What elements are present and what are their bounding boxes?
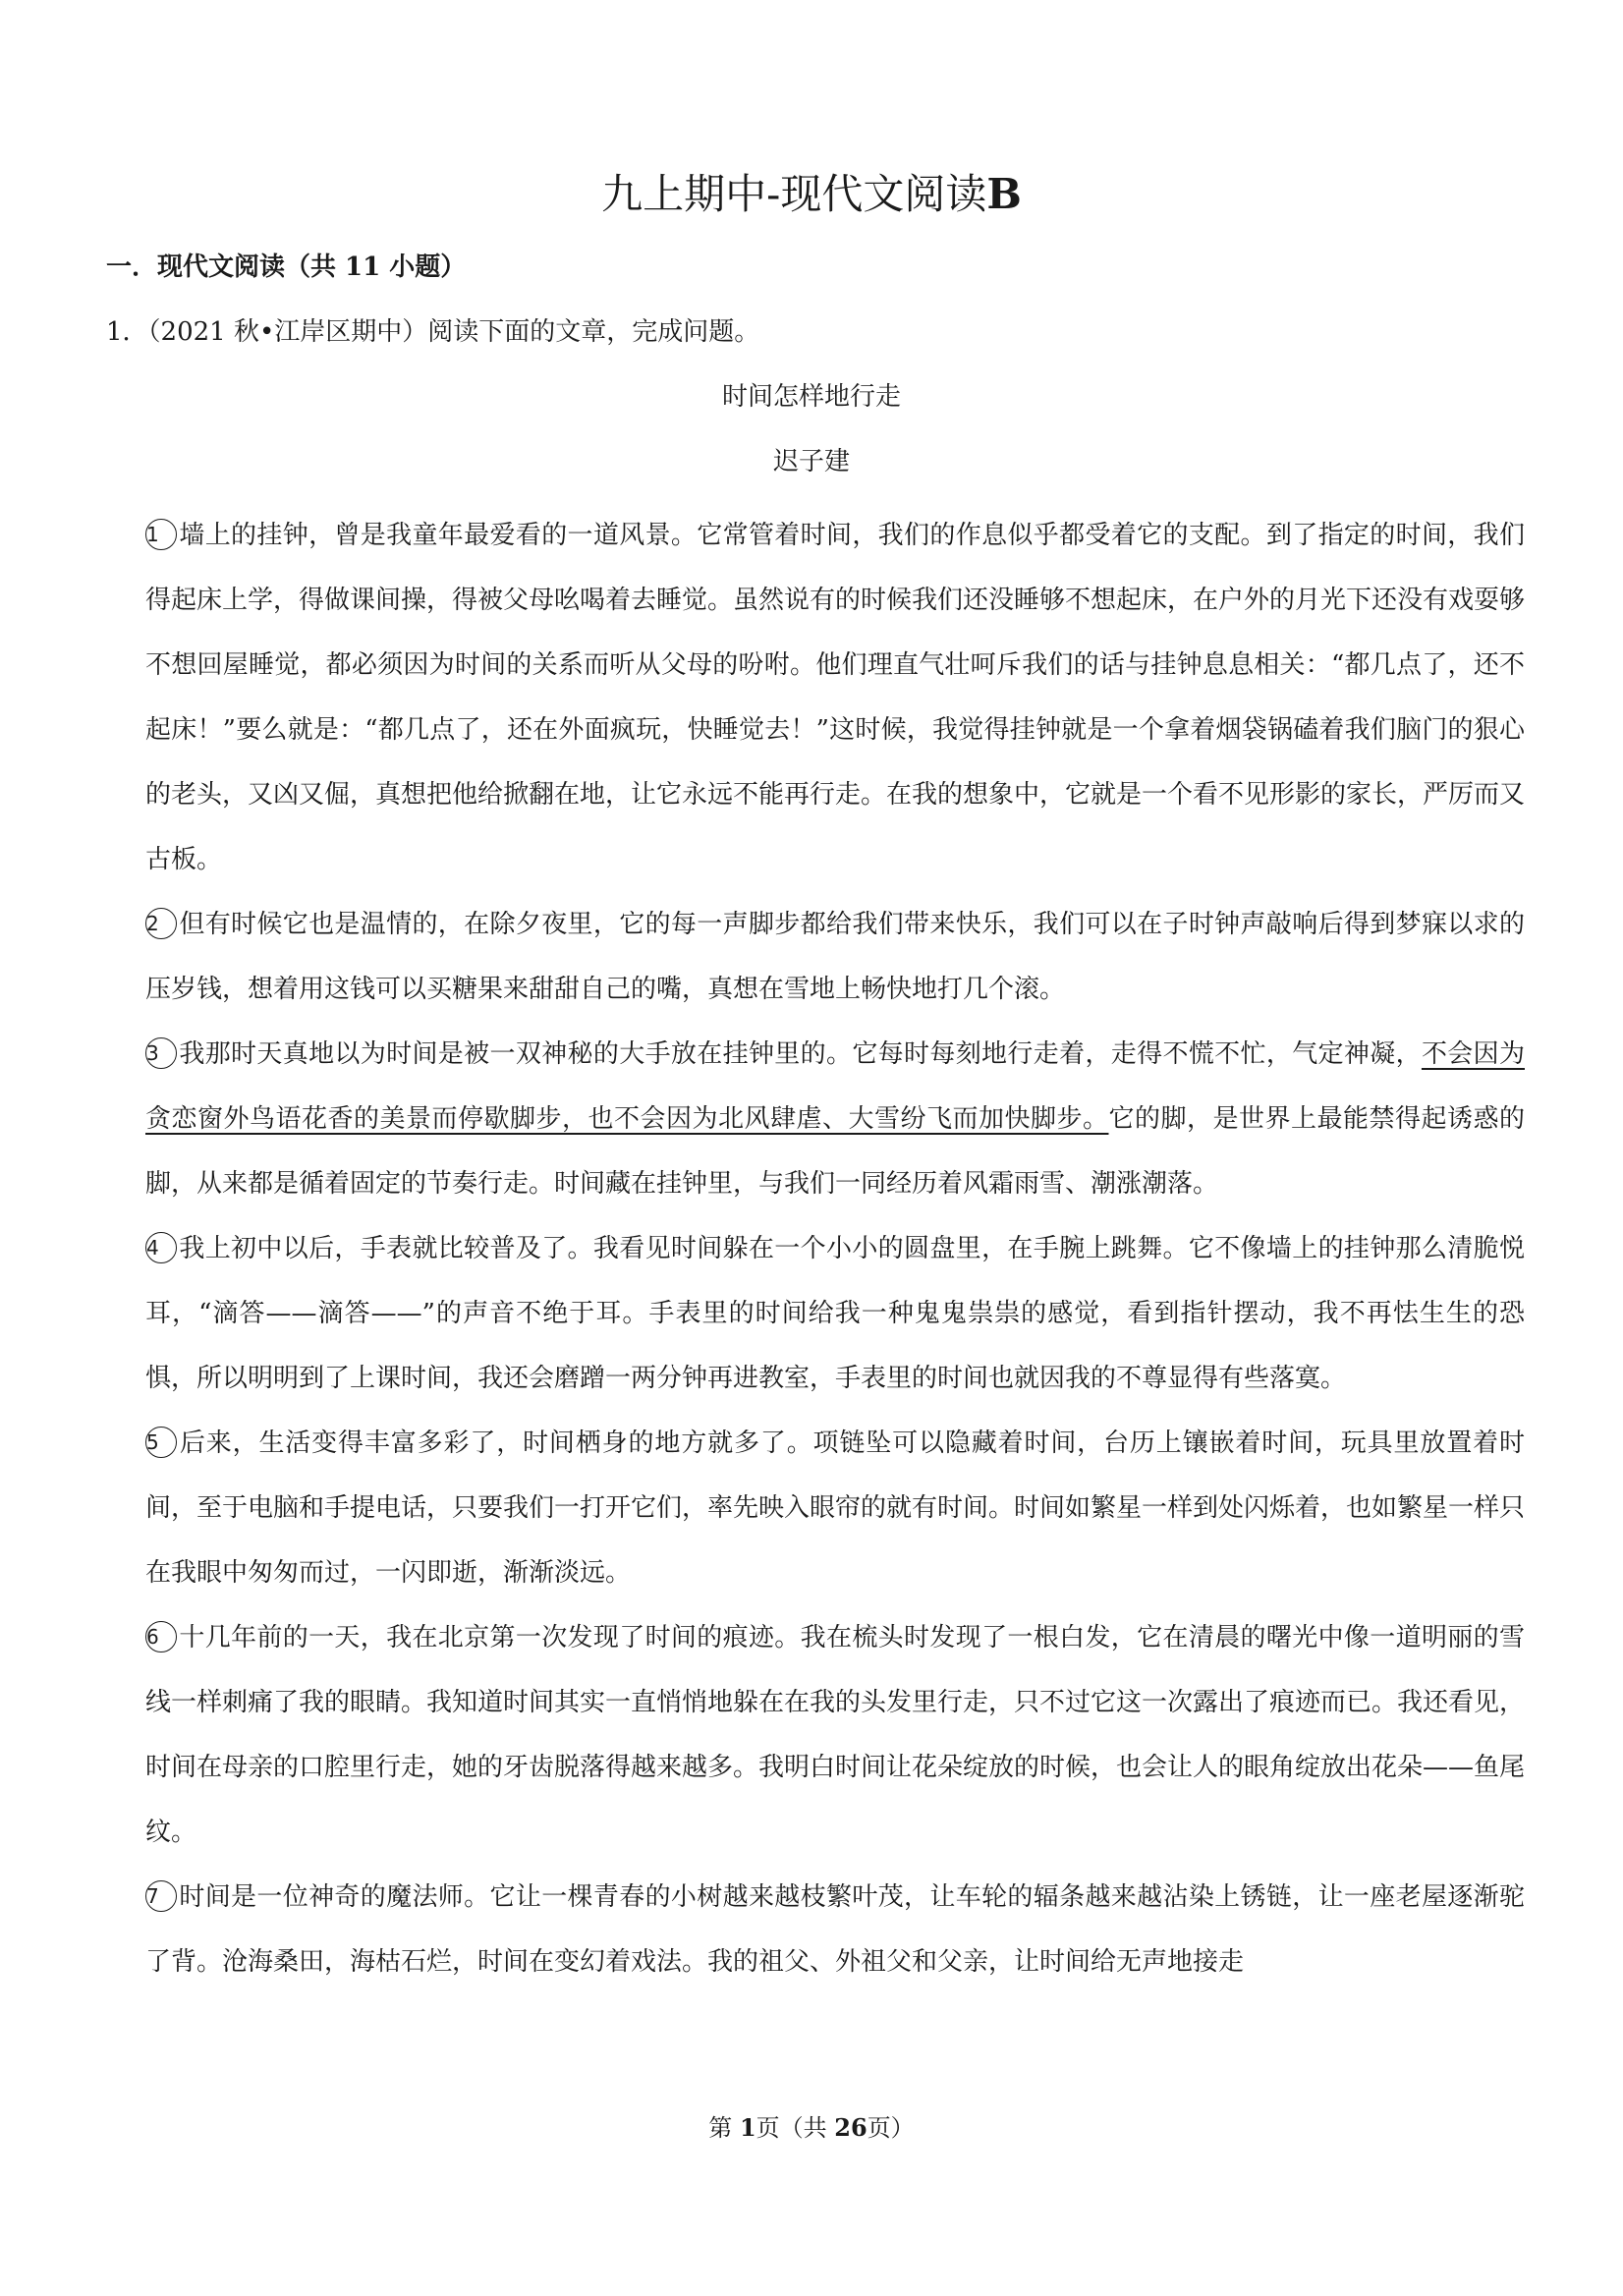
- article-body: [145, 503, 1525, 1994]
- paragraph-1: [145, 503, 1525, 892]
- paragraph-4: [145, 1216, 1525, 1411]
- paragraph-number: 1: [145, 519, 177, 550]
- section-heading: 一．现代文阅读（共 11 小题）: [106, 252, 467, 282]
- footer-page-number: 1: [739, 2113, 756, 2142]
- page-footer: [0, 2110, 1623, 2146]
- document-title: [0, 165, 1623, 224]
- paragraph-number: 5: [145, 1427, 177, 1458]
- paragraph-6: [145, 1605, 1525, 1865]
- footer-middle: 页（共: [756, 2114, 835, 2142]
- paragraph-7: [145, 1865, 1525, 1994]
- footer-total-pages: 26: [834, 2113, 867, 2142]
- paragraph-3: [145, 1022, 1525, 1216]
- paragraph-number: 4: [145, 1232, 177, 1263]
- paragraph-text: 它的脚，是世界上最能禁得起诱惑的脚，从来都是循着固定的节奏行走。时间藏在挂钟里，与我们一同经历着风霜雨雪、潮涨潮落。: [145, 1104, 1525, 1199]
- question-intro: 1．（2021 秋•江岸区期中）阅读下面的文章，完成问题。: [106, 317, 760, 347]
- paragraph-number: 2: [145, 908, 177, 939]
- underlined-sentence: 不会因为贪恋窗外鸟语花香的美景而停歇脚步，也不会因为北风肆虐、大雪纷飞而加快脚步。: [145, 1039, 1525, 1134]
- article-author: 迟子建: [772, 447, 850, 476]
- document-title-bold: B: [986, 170, 1022, 218]
- paragraph-number: 7: [145, 1880, 177, 1912]
- paragraph-number: 3: [145, 1037, 177, 1069]
- document-title-text: 九上期中-现代文阅读: [601, 170, 987, 218]
- article-title: 时间怎样地行走: [721, 382, 901, 412]
- paragraph-2: [145, 892, 1525, 1022]
- paragraph-text: 墙上的挂钟，曾是我童年最爱看的一道风景。它常管着时间，我们的作息似乎都受着它的支配。到了指定的时间，我们得起床上学，得做课间操，得被父母吆喝着去睡觉。虽然说有的时候我们还没睡够不想起床，在户外的月光下还没有戏耍够不想回屋睡觉，都必须因为时间的关系而听从父母的吩咐。他们理直气壮呵斥我们的话与挂钟息息相关：“都几点了，还不起床！”要么就是：“都几点了，还在外面疯玩，快睡觉去！”这时候，我觉得挂钟就是一个拿着烟袋锅磕着我们脑门的狠心的老头，又凶又倔，真想把他给掀翻在地，让它永远不能再行走。在我的想象中，它就是一个看不见形影的家长，严厉而又古板。: [145, 521, 1526, 874]
- footer-suffix: 页）: [867, 2114, 915, 2142]
- paragraph-text: 十几年前的一天，我在北京第一次发现了时间的痕迹。我在梳头时发现了一根白发，它在清晨的曙光中像一道明丽的雪线一样刺痛了我的眼睛。我知道时间其实一直悄悄地躲在在我的头发里行走，只不过它这一次露出了痕迹而已。我还看见，时间在母亲的口腔里行走，她的牙齿脱落得越来越多。我明白时间让花朵绽放的时候，也会让人的眼角绽放出花朵——鱼尾纹。: [145, 1623, 1526, 1847]
- paragraph-text: 我那时天真地以为时间是被一双神秘的大手放在挂钟里的。它每时每刻地行走着，走得不慌不忙，气定神凝，: [179, 1039, 1422, 1069]
- paragraph-5: [145, 1411, 1525, 1605]
- footer-prefix: 第: [708, 2114, 740, 2142]
- paragraph-text: 后来，生活变得丰富多彩了，时间栖身的地方就多了。项链坠可以隐藏着时间，台历上镶嵌着时间，玩具里放置着时间，至于电脑和手提电话，只要我们一打开它们，率先映入眼帘的就有时间。时间如繁星一样到处闪烁着，也如繁星一样只在我眼中匆匆而过，一闪即逝，渐渐淡远。: [145, 1428, 1526, 1588]
- paragraph-text: 我上初中以后，手表就比较普及了。我看见时间躲在一个小小的圆盘里，在手腕上跳舞。它不像墙上的挂钟那么清脆悦耳，“滴答——滴答——”的声音不绝于耳。手表里的时间给我一种鬼鬼祟祟的感觉，看到指针摆动，我不再怯生生的恐惧，所以明明到了上课时间，我还会磨蹭一两分钟再进教室，手表里的时间也就因我的不尊显得有些落寞。: [145, 1234, 1525, 1393]
- paragraph-text: 但有时候它也是温情的，在除夕夜里，它的每一声脚步都给我们带来快乐，我们可以在子时钟声敲响后得到梦寐以求的压岁钱，想着用这钱可以买糖果来甜甜自己的嘴，真想在雪地上畅快地打几个滚。: [145, 910, 1525, 1004]
- paragraph-text: 时间是一位神奇的魔法师。它让一棵青春的小树越来越枝繁叶茂，让车轮的辐条越来越沾染上锈链，让一座老屋逐渐驼了背。沧海桑田，海枯石烂，时间在变幻着戏法。我的祖父、外祖父和父亲，让时间给无声地接走: [145, 1882, 1525, 1977]
- paragraph-number: 6: [145, 1621, 177, 1652]
